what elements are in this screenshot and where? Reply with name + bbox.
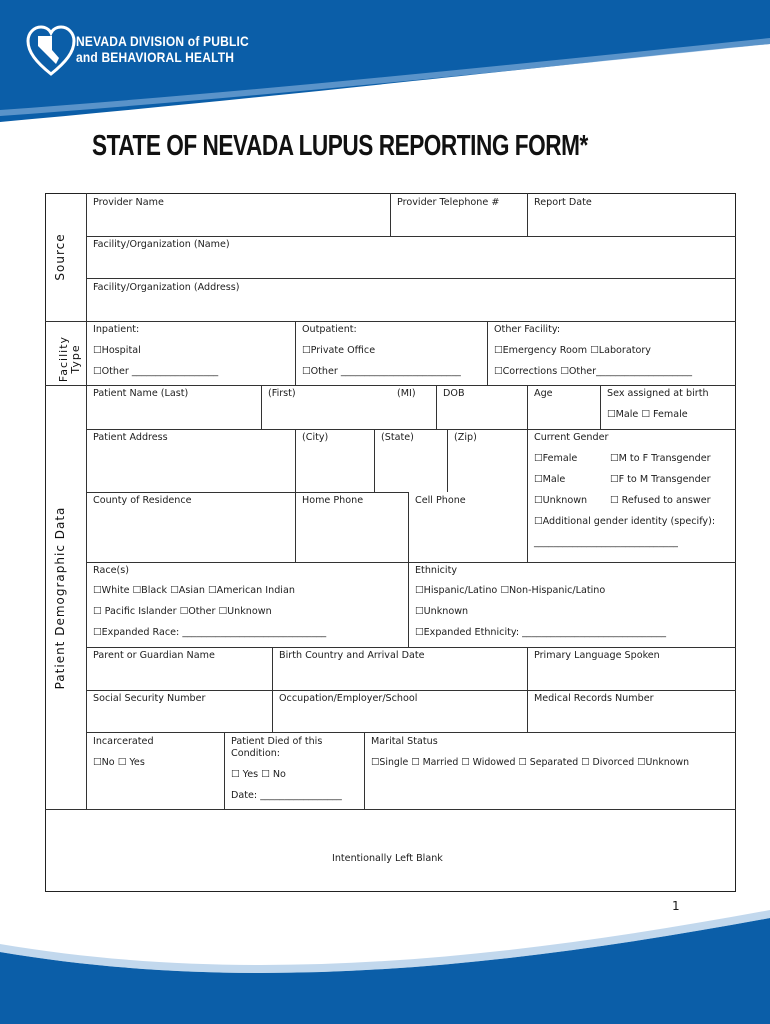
race-checkboxes-1[interactable]: ☐White ☐Black ☐Asian ☐American Indian xyxy=(93,585,295,596)
facility-address-field[interactable]: Facility/Organization (Address) xyxy=(93,282,240,293)
birth-country-field[interactable]: Birth Country and Arrival Date xyxy=(279,650,425,661)
gender-unknown-checkbox[interactable]: ☐Unknown xyxy=(534,495,588,506)
facility-type-line-1: Facility xyxy=(57,335,70,383)
patient-first-name-field[interactable]: (First) xyxy=(268,388,296,399)
emergency-lab-checkboxes[interactable]: ☐Emergency Room ☐Laboratory xyxy=(494,345,651,356)
outpatient-label: Outpatient: xyxy=(302,324,357,335)
race-expanded-checkbox[interactable]: ☐Expanded Race: ______________________________ xyxy=(93,627,327,638)
report-date-field[interactable]: Report Date xyxy=(534,197,592,208)
patient-last-name-field[interactable]: Patient Name (Last) xyxy=(93,388,189,399)
nevada-heart-logo-icon xyxy=(26,24,76,78)
facility-type-line-2: Type xyxy=(69,344,82,374)
org-line-1: NEVADA DIVISION of PUBLIC xyxy=(76,33,249,49)
gender-male-checkbox[interactable]: ☐Male xyxy=(534,474,566,485)
current-gender-label: Current Gender xyxy=(534,432,609,443)
sex-at-birth-label: Sex assigned at birth xyxy=(607,388,709,399)
gender-refused-checkbox[interactable]: ☐ Refused to answer xyxy=(610,495,711,506)
section-facility-type-label xyxy=(58,319,82,399)
gender-female-checkbox[interactable]: ☐Female xyxy=(534,453,578,464)
patient-died-label-2: Condition: xyxy=(231,748,281,759)
ethnicity-checkboxes-1[interactable]: ☐Hispanic/Latino ☐Non-Hispanic/Latino xyxy=(415,585,606,596)
patient-died-label-1: Patient Died of this xyxy=(231,736,323,747)
inpatient-label: Inpatient: xyxy=(93,324,140,335)
page-number: 1 xyxy=(672,899,680,913)
inpatient-other-checkbox[interactable]: ☐Other __________________ xyxy=(93,366,219,377)
race-label: Race(s) xyxy=(93,565,129,576)
city-field[interactable]: (City) xyxy=(302,432,329,443)
outpatient-other-checkbox[interactable]: ☐Other _________________________ xyxy=(302,366,461,377)
sex-at-birth-checkboxes[interactable]: ☐Male ☐ Female xyxy=(607,409,688,420)
occupation-field[interactable]: Occupation/Employer/School xyxy=(279,693,418,704)
cell-phone-field[interactable]: Cell Phone xyxy=(415,495,466,506)
patient-died-checkboxes[interactable]: ☐ Yes ☐ No xyxy=(231,769,286,780)
age-field[interactable]: Age xyxy=(534,388,553,399)
corrections-other-checkboxes[interactable]: ☐Corrections ☐Other____________________ xyxy=(494,366,693,377)
gender-additional-checkbox[interactable]: ☐Additional gender identity (specify): xyxy=(534,516,716,527)
dob-field[interactable]: DOB xyxy=(443,388,465,399)
marital-status-label: Marital Status xyxy=(371,736,438,747)
marital-status-checkboxes[interactable]: ☐Single ☐ Married ☐ Widowed ☐ Separated ☐ Divorced ☐Unknown xyxy=(371,757,690,768)
home-phone-field[interactable]: Home Phone xyxy=(302,495,364,506)
facility-name-field[interactable]: Facility/Organization (Name) xyxy=(93,239,230,250)
death-date-field[interactable]: Date: _________________ xyxy=(231,790,342,801)
ethnicity-unknown-checkbox[interactable]: ☐Unknown xyxy=(415,606,469,617)
provider-telephone-field[interactable]: Provider Telephone # xyxy=(397,197,500,208)
patient-mi-field[interactable]: (MI) xyxy=(397,388,416,399)
other-facility-label: Other Facility: xyxy=(494,324,561,335)
race-checkboxes-2[interactable]: ☐ Pacific Islander ☐Other ☐Unknown xyxy=(93,606,272,617)
county-field[interactable]: County of Residence xyxy=(93,495,192,506)
private-office-checkbox[interactable]: ☐Private Office xyxy=(302,345,376,356)
gender-additional-line[interactable]: ______________________________ xyxy=(534,537,678,548)
incarcerated-label: Incarcerated xyxy=(93,736,154,747)
form-title: STATE OF NEVADA LUPUS REPORTING FORM* xyxy=(92,130,588,162)
provider-name-field[interactable]: Provider Name xyxy=(93,197,164,208)
section-patient-demographic-label: Patient Demographic Data xyxy=(53,506,67,690)
header-banner xyxy=(0,0,770,130)
hospital-checkbox[interactable]: ☐Hospital xyxy=(93,345,141,356)
medical-records-field[interactable]: Medical Records Number xyxy=(534,693,654,704)
patient-address-field[interactable]: Patient Address xyxy=(93,432,168,443)
footer-banner xyxy=(0,900,770,1024)
ethnicity-label: Ethnicity xyxy=(415,565,458,576)
org-name xyxy=(76,33,249,65)
ssn-field[interactable]: Social Security Number xyxy=(93,693,206,704)
intentionally-blank-note: Intentionally Left Blank xyxy=(332,853,443,864)
gender-f-to-m-checkbox[interactable]: ☐F to M Transgender xyxy=(610,474,711,485)
incarcerated-checkboxes[interactable]: ☐No ☐ Yes xyxy=(93,757,145,768)
gender-m-to-f-checkbox[interactable]: ☐M to F Transgender xyxy=(610,453,711,464)
state-field[interactable]: (State) xyxy=(381,432,414,443)
guardian-name-field[interactable]: Parent or Guardian Name xyxy=(93,650,215,661)
zip-field[interactable]: (Zip) xyxy=(454,432,477,443)
primary-language-field[interactable]: Primary Language Spoken xyxy=(534,650,660,661)
section-source-label: Source xyxy=(53,233,67,281)
org-line-2: and BEHAVIORAL HEALTH xyxy=(76,49,235,65)
ethnicity-expanded-checkbox[interactable]: ☐Expanded Ethnicity: ______________________________ xyxy=(415,627,667,638)
